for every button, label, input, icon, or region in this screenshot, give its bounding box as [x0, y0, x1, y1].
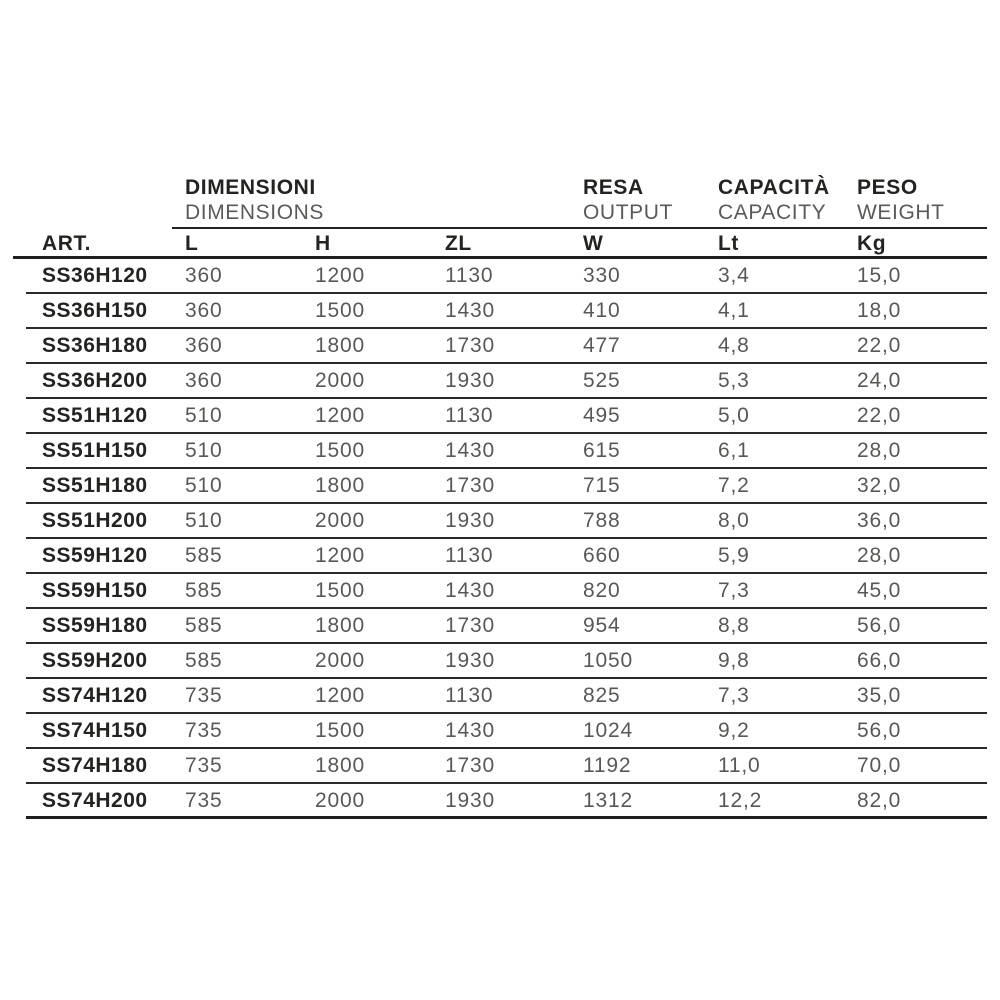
- table-row: [26, 574, 987, 609]
- column-header-zl: ZL: [445, 232, 472, 255]
- weight-kg-cell: 22,0: [857, 334, 902, 357]
- height-cell: 1500: [315, 579, 365, 602]
- group-sublabel-weight: WEIGHT: [857, 201, 945, 224]
- length-cell: 585: [185, 544, 223, 567]
- weight-kg-cell: 32,0: [857, 474, 902, 497]
- weight-kg-cell: 66,0: [857, 649, 902, 672]
- column-header-h: H: [315, 232, 331, 255]
- length-cell: 360: [185, 264, 223, 287]
- weight-kg-cell: 28,0: [857, 544, 902, 567]
- length-cell: 585: [185, 614, 223, 637]
- table-row: [26, 504, 987, 539]
- capacity-lt-cell: 5,9: [718, 544, 750, 567]
- capacity-lt-cell: 7,2: [718, 474, 750, 497]
- column-group-dimensions: [185, 175, 583, 227]
- zl-cell: 1730: [445, 334, 495, 357]
- height-cell: 1800: [315, 614, 365, 637]
- zl-cell: 1130: [445, 264, 494, 287]
- art-cell: SS51H200: [42, 509, 148, 532]
- zl-cell: 1730: [445, 474, 495, 497]
- group-label-resa: RESA: [583, 176, 644, 199]
- table-row: [26, 679, 987, 714]
- height-cell: 1200: [315, 264, 365, 287]
- capacity-lt-cell: 5,3: [718, 369, 750, 392]
- table-row: [26, 644, 987, 679]
- height-cell: 2000: [315, 369, 365, 392]
- table-row: [26, 784, 987, 819]
- weight-kg-cell: 35,0: [857, 684, 902, 707]
- length-cell: 735: [185, 789, 223, 812]
- table-row: [26, 714, 987, 749]
- zl-cell: 1930: [445, 369, 495, 392]
- capacity-lt-cell: 5,0: [718, 404, 750, 427]
- length-cell: 585: [185, 579, 223, 602]
- table-row: [26, 434, 987, 469]
- art-cell: SS51H180: [42, 474, 148, 497]
- length-cell: 360: [185, 334, 223, 357]
- group-label-capacita: CAPACITÀ: [718, 176, 830, 199]
- output-watt-cell: 1024: [583, 719, 633, 742]
- output-watt-cell: 477: [583, 334, 621, 357]
- zl-cell: 1430: [445, 439, 495, 462]
- length-cell: 510: [185, 509, 223, 532]
- capacity-lt-cell: 8,0: [718, 509, 750, 532]
- output-watt-cell: 330: [583, 264, 621, 287]
- height-cell: 1500: [315, 439, 365, 462]
- weight-kg-cell: 28,0: [857, 439, 902, 462]
- zl-cell: 1730: [445, 754, 495, 777]
- weight-kg-cell: 24,0: [857, 369, 902, 392]
- height-cell: 1800: [315, 754, 365, 777]
- output-watt-cell: 615: [583, 439, 621, 462]
- height-cell: 2000: [315, 649, 365, 672]
- capacity-lt-cell: 9,8: [718, 649, 750, 672]
- capacity-lt-cell: 4,1: [718, 299, 750, 322]
- group-sublabel-dimensions: DIMENSIONS: [185, 201, 325, 224]
- group-label-peso: PESO: [857, 176, 918, 199]
- height-cell: 1800: [315, 474, 365, 497]
- group-sublabel-output: OUTPUT: [583, 201, 673, 224]
- zl-cell: 1930: [445, 509, 495, 532]
- art-cell: SS59H150: [42, 579, 148, 602]
- length-cell: 510: [185, 404, 223, 427]
- output-watt-cell: 715: [583, 474, 621, 497]
- spec-table: [13, 175, 987, 819]
- table-row: [26, 259, 987, 294]
- capacity-lt-cell: 6,1: [718, 439, 750, 462]
- output-watt-cell: 825: [583, 684, 621, 707]
- capacity-lt-cell: 8,8: [718, 614, 750, 637]
- output-watt-cell: 1050: [583, 649, 633, 672]
- zl-cell: 1730: [445, 614, 495, 637]
- table-row: [26, 364, 987, 399]
- column-header-kg: Kg: [857, 232, 887, 255]
- weight-kg-cell: 36,0: [857, 509, 902, 532]
- art-cell: SS36H180: [42, 334, 148, 357]
- height-cell: 1500: [315, 299, 365, 322]
- height-cell: 1200: [315, 684, 365, 707]
- table-row: [26, 469, 987, 504]
- length-cell: 510: [185, 474, 223, 497]
- height-cell: 2000: [315, 789, 365, 812]
- capacity-lt-cell: 12,2: [718, 789, 763, 812]
- art-cell: SS59H180: [42, 614, 148, 637]
- output-watt-cell: 1192: [583, 754, 632, 777]
- group-sublabel-capacity: CAPACITY: [718, 201, 827, 224]
- art-cell: SS59H120: [42, 544, 148, 567]
- length-cell: 735: [185, 719, 223, 742]
- output-watt-cell: 954: [583, 614, 621, 637]
- column-group-header-row: [13, 175, 987, 227]
- group-spacer-art: [13, 175, 185, 227]
- capacity-lt-cell: 11,0: [718, 754, 761, 777]
- art-cell: SS74H200: [42, 789, 148, 812]
- weight-kg-cell: 18,0: [857, 299, 902, 322]
- art-cell: SS74H150: [42, 719, 148, 742]
- zl-cell: 1130: [445, 544, 494, 567]
- weight-kg-cell: 45,0: [857, 579, 902, 602]
- height-cell: 1200: [315, 544, 365, 567]
- weight-kg-cell: 56,0: [857, 614, 902, 637]
- column-group-weight: [857, 175, 987, 227]
- output-watt-cell: 410: [583, 299, 621, 322]
- table-body: [26, 259, 987, 819]
- zl-cell: 1430: [445, 299, 495, 322]
- weight-kg-cell: 82,0: [857, 789, 902, 812]
- table-row: [26, 399, 987, 434]
- art-cell: SS51H120: [42, 404, 148, 427]
- zl-cell: 1930: [445, 789, 495, 812]
- output-watt-cell: 820: [583, 579, 621, 602]
- weight-kg-cell: 22,0: [857, 404, 902, 427]
- column-header-w: W: [583, 232, 604, 255]
- table-row: [26, 329, 987, 364]
- weight-kg-cell: 56,0: [857, 719, 902, 742]
- art-cell: SS36H120: [42, 264, 148, 287]
- zl-cell: 1430: [445, 579, 495, 602]
- column-header-art: ART.: [42, 232, 92, 255]
- output-watt-cell: 660: [583, 544, 621, 567]
- height-cell: 1200: [315, 404, 365, 427]
- length-cell: 360: [185, 369, 223, 392]
- output-watt-cell: 495: [583, 404, 621, 427]
- column-group-capacity: [718, 175, 857, 227]
- weight-kg-cell: 15,0: [857, 264, 902, 287]
- length-cell: 585: [185, 649, 223, 672]
- table-row: [26, 749, 987, 784]
- height-cell: 2000: [315, 509, 365, 532]
- length-cell: 360: [185, 299, 223, 322]
- capacity-lt-cell: 7,3: [718, 579, 750, 602]
- art-cell: SS36H200: [42, 369, 148, 392]
- column-header-row: [13, 229, 987, 259]
- capacity-lt-cell: 3,4: [718, 264, 750, 287]
- zl-cell: 1930: [445, 649, 495, 672]
- art-cell: SS74H180: [42, 754, 148, 777]
- height-cell: 1500: [315, 719, 365, 742]
- table-row: [26, 609, 987, 644]
- table-row: [26, 294, 987, 329]
- art-cell: SS59H200: [42, 649, 148, 672]
- zl-cell: 1430: [445, 719, 495, 742]
- length-cell: 735: [185, 684, 223, 707]
- capacity-lt-cell: 9,2: [718, 719, 750, 742]
- zl-cell: 1130: [445, 404, 494, 427]
- column-header-l: L: [185, 232, 199, 255]
- zl-cell: 1130: [445, 684, 494, 707]
- output-watt-cell: 1312: [583, 789, 633, 812]
- capacity-lt-cell: 4,8: [718, 334, 750, 357]
- art-cell: SS74H120: [42, 684, 148, 707]
- capacity-lt-cell: 7,3: [718, 684, 750, 707]
- output-watt-cell: 788: [583, 509, 621, 532]
- length-cell: 510: [185, 439, 223, 462]
- height-cell: 1800: [315, 334, 365, 357]
- art-cell: SS51H150: [42, 439, 148, 462]
- table-row: [26, 539, 987, 574]
- group-label-dimensioni: DIMENSIONI: [185, 176, 316, 199]
- weight-kg-cell: 70,0: [857, 754, 902, 777]
- column-group-output: [583, 175, 718, 227]
- output-watt-cell: 525: [583, 369, 621, 392]
- column-header-lt: Lt: [718, 232, 740, 255]
- art-cell: SS36H150: [42, 299, 148, 322]
- length-cell: 735: [185, 754, 223, 777]
